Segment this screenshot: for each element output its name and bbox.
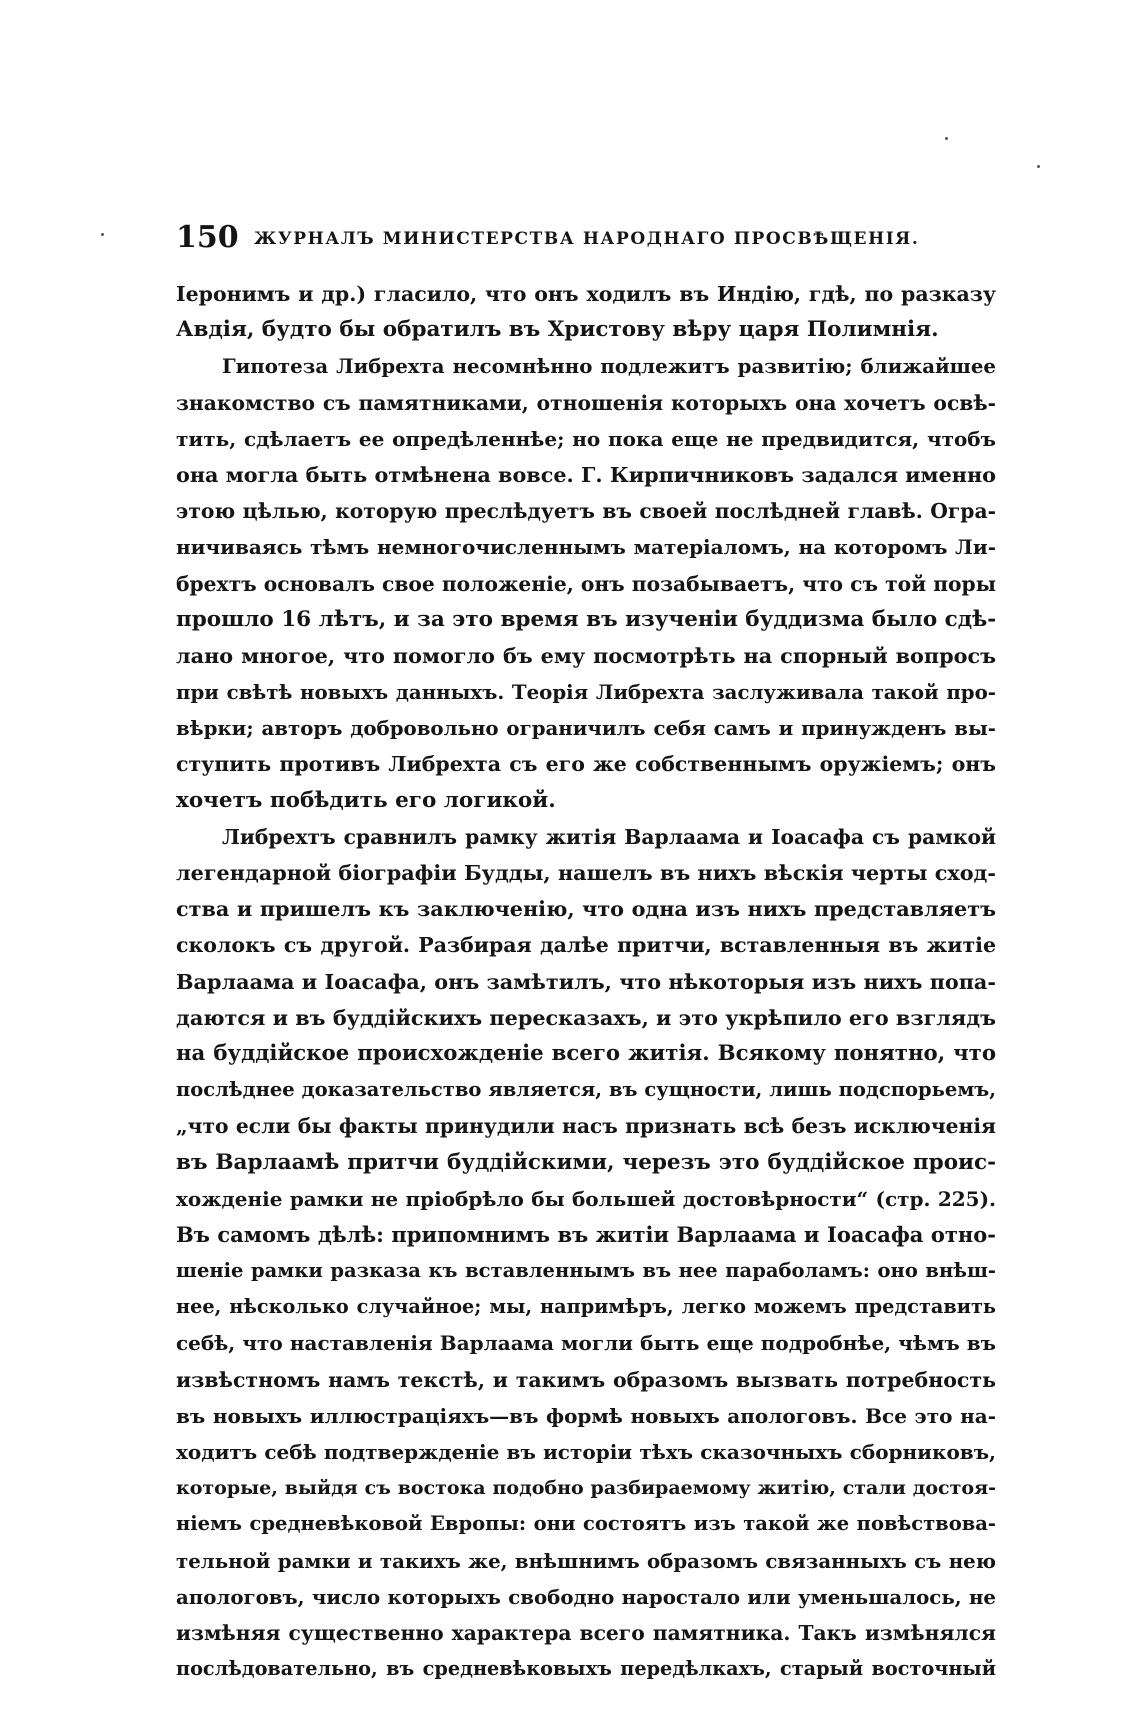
text-line: шеніе рамки разказа къ вставленнымъ въ нее параболамъ: оно внѣш- [176,1259,996,1283]
text-line: тить, сдѣлаетъ ее опредѣленнѣе; но пока еще не предвидится, чтобъ [176,426,996,451]
text-line: при свѣтѣ новыхъ данныхъ. Теорія Либрехта заслуживала такой про- [176,680,996,705]
text-line: прошло 16 лѣтъ, и за это время въ изученіи буддизма было сдѣ- [176,606,996,632]
text-line: послѣднее доказательство является, въ сущности, лишь подспорьемъ, [176,1078,996,1102]
text-line: себѣ, что наставленія Варлаама могли быть еще подробнѣе, чѣмъ въ [176,1331,996,1356]
body-text [176,276,996,1687]
text-line: въ новыхъ иллюстраціяхъ—въ формѣ новыхъ апологовъ. Все это на- [176,1403,996,1428]
text-line: Въ самомъ дѣлѣ: припомнимъ въ житіи Варлаама и Іоасафа отно- [176,1221,996,1247]
text-line: вѣрки; авторъ добровольно ограничилъ себя самъ и принужденъ вы- [176,716,996,741]
text-line: тельной рамки и такихъ же, внѣшнимъ образомъ связанныхъ съ нею [176,1548,996,1573]
text-line: ходитъ себѣ подтвержденіе въ исторіи тѣхъ сказочныхъ сборниковъ, [176,1440,996,1464]
text-line: Варлаама и Іоасафа, онъ замѣтилъ, что нѣкоторыя изъ нихъ попа- [176,969,996,994]
text-line: хочетъ побѣдить его логикой. [176,787,556,813]
text-line: которые, выйдя съ востока подобно разбираемому житію, стали достоя- [176,1477,996,1500]
scan-speck [1037,165,1040,168]
paragraph-first-line: Либрехтъ сравнилъ рамку житія Варлаама и Іоасафа съ рамкой [222,824,996,849]
text-line: послѣдовательно, въ средневѣковыхъ передѣлкахъ, старый восточный [176,1657,996,1681]
text-line: знакомство съ памятниками, отношенія которыхъ она хочетъ освѣ- [176,390,996,415]
paragraph-first-line: Гипотеза Либрехта несомнѣнно подлежитъ развитію; ближайшее [222,354,996,379]
text-line: ніемъ средневѣковой Европы: они состоятъ изъ такой же повѣствова- [176,1512,996,1536]
text-line: брехтъ основалъ свое положеніе, онъ позабываетъ, что съ той поры [176,571,996,596]
text-line: она могла быть отмѣнена вовсе. Г. Кирпичниковъ задался именно [176,462,996,487]
text-line: измѣняя существенно характера всего памятника. Такъ измѣнялся [176,1620,996,1645]
text-line: ступить противъ Либрехта съ его же собственнымъ оружіемъ; онъ [176,752,996,777]
page-number: 150 [176,220,239,255]
text-line: нее, нѣсколько случайное; мы, напримѣръ, легко можемъ представить [176,1295,996,1319]
text-line: хожденіе рамки не пріобрѣло бы большей достовѣрности“ (стр. 225). [176,1186,996,1211]
text-line: ства и пришелъ къ заключенію, что одна изъ нихъ представляетъ [176,897,996,922]
text-line: Іеронимъ и др.) гласило, что онъ ходилъ въ Индію, гдѣ, по разказу [176,282,996,306]
text-line: ничиваясь тѣмъ немногочисленнымъ матеріаломъ, на которомъ Ли- [176,535,996,560]
text-line: этою цѣлью, которую преслѣдуетъ въ своей послѣдней главѣ. Огра- [176,499,996,524]
text-line: лано многое, что помогло бъ ему посмотрѣть на спорный вопросъ [176,643,996,668]
text-line: на буддійское происхожденіе всего житія. Всякому понятно, что [176,1040,996,1066]
text-line: въ Варлаамѣ притчи буддійскими, черезъ это буддійское проис- [176,1149,996,1175]
text-line: извѣстномъ намъ текстѣ, и такимъ образомъ вызвать потребность [176,1367,996,1392]
text-line: сколокъ съ другой. Разбирая далѣе притчи, вставленныя въ житіе [176,933,996,958]
text-line: „что если бы факты принудили насъ признать всѣ безъ исключенія [176,1114,996,1139]
running-head [176,218,996,258]
scan-speck [101,233,104,236]
journal-title: ЖУРНАЛЪ МИНИСТЕРСТВА НАРОДНАГО ПРОСВѢЩЕНІЯ. [254,229,920,249]
text-line: апологовъ, число которыхъ свободно наростало или уменьшалось, не [176,1584,996,1609]
text-line: легендарной біографіи Будды, нашелъ въ нихъ вѣскія черты сход- [176,861,996,885]
scan-speck [945,137,948,140]
text-line: даются и въ буддійскихъ пересказахъ, и это укрѣпило его взглядъ [176,1005,996,1030]
text-line: Авдія, будто бы обратилъ въ Христову вѣру царя Полимнія. [176,317,939,343]
